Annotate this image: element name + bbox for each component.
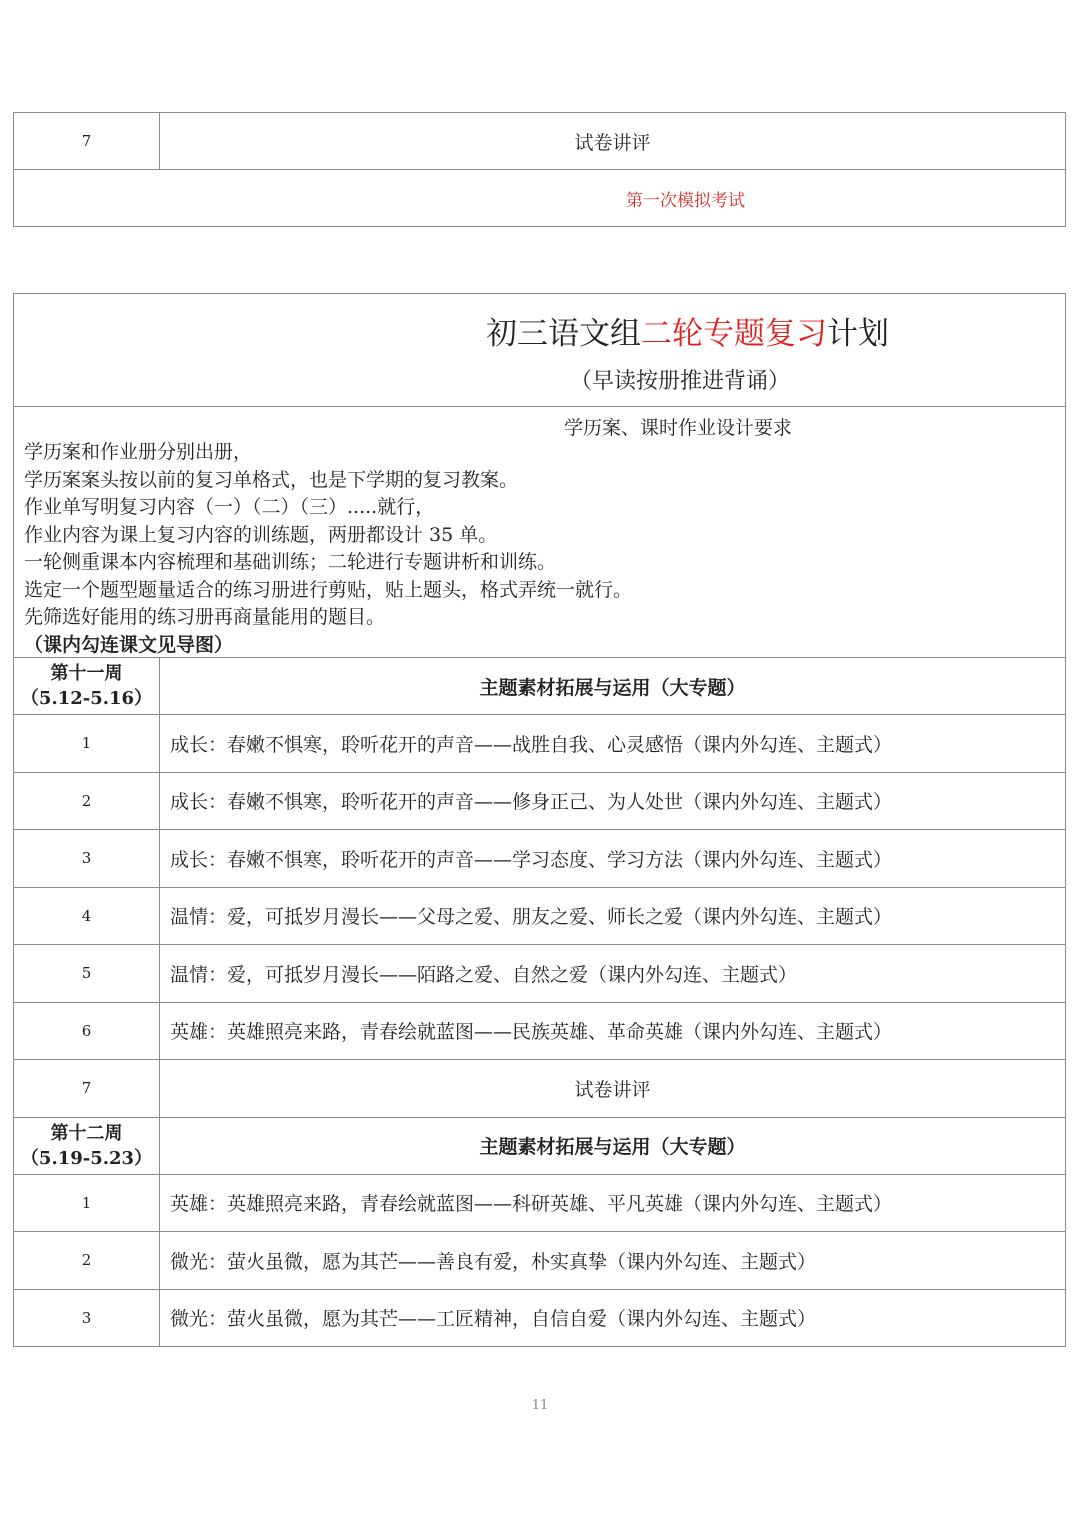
table-row xyxy=(14,830,1065,888)
week-topic: 主题素材拓展与运用（大专题） xyxy=(479,676,746,699)
requirement-line: 学历案案头按以前的复习单格式，也是下学期的复习教案。 xyxy=(24,468,519,491)
requirement-line: 一轮侧重课本内容梳理和基础训练；二轮进行专题讲析和训练。 xyxy=(24,551,557,573)
requirements-block xyxy=(14,407,1065,658)
page-number: 11 xyxy=(531,1398,549,1413)
requirement-line: 选定一个题型题量适合的练习册进行剪贴，贴上题头，格式弄统一就行。 xyxy=(24,578,633,601)
table-row xyxy=(14,1060,1065,1118)
row-number: 3 xyxy=(14,830,160,887)
table-row xyxy=(14,773,1065,831)
row-number: 6 xyxy=(14,1003,160,1060)
row-content: 温情：爱，可抵岁月漫长——父母之爱、朋友之爱、师长之爱（课内外勾连、主题式） xyxy=(170,906,893,929)
week-label: 第十一周 （5.12-5.16） xyxy=(14,658,160,714)
requirement-line: 学历案和作业册分别出册， xyxy=(24,441,253,463)
table-row xyxy=(14,715,1065,773)
row-number: 3 xyxy=(14,1290,160,1347)
row-content: 微光：萤火虽微，愿为其芒——善良有爱，朴实真挚（课内外勾连、主题式） xyxy=(170,1250,817,1273)
plan-title-block xyxy=(14,294,1065,407)
row-number: 4 xyxy=(14,888,160,945)
table-row xyxy=(14,113,1065,170)
requirement-line: 作业内容为课上复习内容的训练题，两册都设计 35 单。 xyxy=(24,523,498,546)
row-number: 1 xyxy=(14,1175,160,1232)
week-label: 第十二周 （5.19-5.23） xyxy=(14,1118,160,1174)
review-plan-table xyxy=(13,293,1066,1347)
row-content: 试卷讲评 xyxy=(574,131,651,154)
row-content: 微光：萤火虽微，愿为其芒——工匠精神，自信自爱（课内外勾连、主题式） xyxy=(170,1308,817,1331)
mock-exam-note: 第一次模拟考试 xyxy=(626,190,745,211)
week-header-row xyxy=(14,1118,1065,1175)
row-content: 成长：春嫩不惧寒，聆听花开的声音——修身正己、为人处世（课内外勾连、主题式） xyxy=(170,791,893,814)
table-row xyxy=(14,1232,1065,1290)
table-row xyxy=(14,888,1065,946)
row-content: 成长：春嫩不惧寒，聆听花开的声音——学习态度、学习方法（课内外勾连、主题式） xyxy=(170,848,893,871)
row-number: 7 xyxy=(14,1060,160,1117)
row-content: 温情：爱，可抵岁月漫长——陌路之爱、自然之爱（课内外勾连、主题式） xyxy=(170,963,798,986)
row-number: 2 xyxy=(14,1232,160,1289)
previous-schedule-table xyxy=(13,112,1066,227)
page-subtitle: （早读按册推进背诵） xyxy=(570,369,791,394)
week-header-row xyxy=(14,658,1065,715)
table-row xyxy=(14,1003,1065,1061)
requirements-list xyxy=(24,439,632,659)
requirement-line: 先筛选好能用的练习册再商量能用的题目。 xyxy=(24,606,386,628)
table-row xyxy=(14,1175,1065,1233)
table-row xyxy=(14,170,1065,227)
week-topic: 主题素材拓展与运用（大专题） xyxy=(479,1136,746,1158)
row-number: 1 xyxy=(14,715,160,772)
link-note: （课内勾连课文见导图） xyxy=(24,633,234,656)
row-content: 成长：春嫩不惧寒，聆听花开的声音——战胜自我、心灵感悟（课内外勾连、主题式） xyxy=(170,733,893,756)
page-title: 初三语文组二轮专题复习计划 xyxy=(486,316,889,352)
row-number: 5 xyxy=(14,945,160,1002)
title-highlight: 二轮专题复习 xyxy=(641,316,827,352)
row-content: 英雄：英雄照亮来路，青春绘就蓝图——科研英雄、平凡英雄（课内外勾连、主题式） xyxy=(170,1193,893,1216)
row-content: 试卷讲评 xyxy=(574,1078,651,1101)
row-content: 英雄：英雄照亮来路，青春绘就蓝图——民族英雄、革命英雄（课内外勾连、主题式） xyxy=(170,1021,893,1044)
table-row xyxy=(14,945,1065,1003)
requirements-heading: 学历案、课时作业设计要求 xyxy=(564,417,793,439)
table-row xyxy=(14,1290,1065,1348)
requirement-line: 作业单写明复习内容（一）（二）（三）.....就行， xyxy=(24,496,435,518)
row-number: 7 xyxy=(14,113,160,169)
row-number: 2 xyxy=(14,773,160,830)
